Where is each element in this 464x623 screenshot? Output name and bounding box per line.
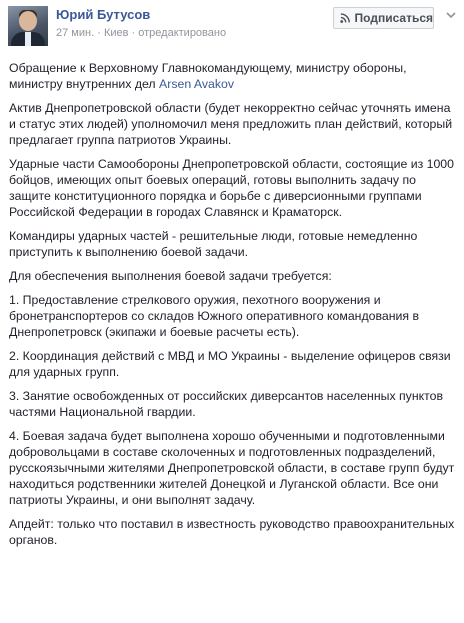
post-time[interactable]: 27 мин. xyxy=(56,27,95,39)
post-paragraph: Актив Днепропетровской области (будет некорректно сейчас уточнять имена и статус этих людей) уполномочил меня предложить план действий, который предлагает группа патриотов Украины. xyxy=(9,101,453,147)
meta-separator: · xyxy=(97,27,101,39)
chevron-down-icon[interactable] xyxy=(446,10,456,20)
post-paragraph: Для обеспечения выполнения боевой задачи требуется: xyxy=(9,269,332,283)
author-name[interactable]: Юрий Бутусов xyxy=(56,7,151,22)
mention-link[interactable]: Arsen Avakov xyxy=(159,77,234,91)
post-paragraph: Ударные части Самообороны Днепропетровской области, состоящие из 1000 бойцов, имеющих опыт боевых операций, готовы выполнить задачу по защите конституционного порядка и борьбе с диверсионными группами Российской Федерации в городах Славянск и Краматорск. xyxy=(9,157,454,219)
subscribe-button[interactable] xyxy=(333,7,434,29)
author-avatar[interactable] xyxy=(8,6,48,46)
edited-label[interactable]: отредактировано xyxy=(138,27,227,39)
post-location[interactable]: Киев xyxy=(103,27,129,39)
post-paragraph: 4. Боевая задача будет выполнена хорошо обученными и подготовленными добровольцами в составе сколоченных и подготовленных подразделений, русскоязычными жителями Днепропетровской области, в составе групп будут находиться родственники жителей Донецкой и Луганской области. Все они патриоты Украины, и они выполнят задачу. xyxy=(9,429,455,507)
post-paragraph xyxy=(9,60,457,92)
post-header xyxy=(0,0,464,52)
post-paragraph: Командиры ударных частей - решительные люди, готовые немедленно приступить к выполнению боевой задачи. xyxy=(9,229,418,259)
post-paragraph: 1. Предоставление стрелкового оружия, пехотного вооружения и бронетранспортеров со складов Южного оперативного командования в Днепропетровск (экипажи и боевые расчеты есть). xyxy=(9,293,419,339)
rss-icon xyxy=(340,12,351,24)
paragraph-text: Обращение к Верховному Главнокомандующему, министру обороны, министру внутренних дел xyxy=(9,61,407,91)
post-paragraph: 2. Координация действий с МВД и МО Украины - выделение офицеров связи для ударных групп. xyxy=(9,349,451,379)
meta-separator: · xyxy=(131,27,136,39)
avatar-face xyxy=(19,11,37,31)
post-body xyxy=(9,60,457,556)
subscribe-label: Подписаться xyxy=(354,11,433,25)
post-paragraph: 3. Занятие освобожденных от российских диверсантов населенных пунктов частями Национальной гвардии. xyxy=(9,389,443,419)
post-paragraph: Апдейт: только что поставил в известность руководство правоохранительных органов. xyxy=(9,517,455,547)
post-meta xyxy=(56,27,226,39)
avatar-shirt xyxy=(25,32,31,46)
